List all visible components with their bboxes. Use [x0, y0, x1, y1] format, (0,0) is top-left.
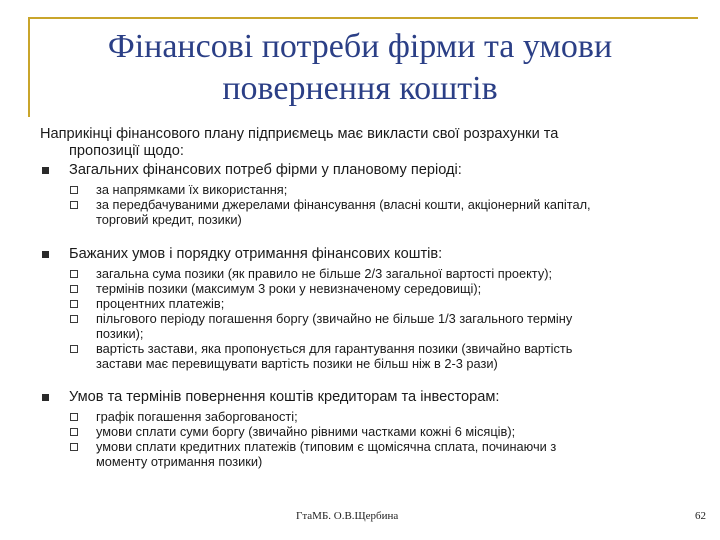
- hollow-square-bullet-icon: [70, 315, 78, 323]
- intro-text: [40, 126, 690, 160]
- square-bullet-icon: [42, 394, 49, 401]
- list-item: графік погашення заборгованості;: [40, 409, 690, 424]
- section-heading: Бажаних умов і порядку отримання фінансових коштів:: [40, 246, 690, 263]
- list-item: вартість застави, яка пропонується для гарантування позики (звичайно вартість застави має перевищувати вартість позики не більш ніж в 2-3 рази): [40, 341, 690, 371]
- footer-author: ГтаМБ. О.В.Щербина: [296, 510, 399, 522]
- list-item: умови сплати суми боргу (звичайно рівними частками кожні 6 місяців);: [40, 424, 690, 439]
- list-item: пільгового періоду погашення боргу (звичайно не більше 1/3 загального терміну позики);: [40, 311, 690, 341]
- section-heading: Загальних фінансових потреб фірми у плановому періоді:: [40, 162, 690, 179]
- list-item: умови сплати кредитних платежів (типовим є щомісячна сплата, починаючи з моменту отримання позики): [40, 439, 690, 469]
- intro-line-2: пропозиції щодо:: [69, 143, 184, 159]
- square-bullet-icon: [42, 251, 49, 258]
- hollow-square-bullet-icon: [70, 413, 78, 421]
- frame-left-rule: [28, 17, 30, 117]
- square-bullet-icon: [42, 167, 49, 174]
- hollow-square-bullet-icon: [70, 428, 78, 436]
- hollow-square-bullet-icon: [70, 300, 78, 308]
- list-item: процентних платежів;: [40, 296, 690, 311]
- hollow-square-bullet-icon: [70, 270, 78, 278]
- slide-body: [40, 126, 690, 469]
- page-number: 62: [695, 510, 706, 522]
- hollow-square-bullet-icon: [70, 186, 78, 194]
- list-item: за напрямками їх використання;: [40, 182, 690, 197]
- hollow-square-bullet-icon: [70, 345, 78, 353]
- hollow-square-bullet-icon: [70, 443, 78, 451]
- slide-title: [40, 26, 680, 110]
- section-heading: Умов та термінів повернення коштів кредиторам та інвесторам:: [40, 389, 690, 406]
- title-line-1: Фінансові потреби фірми та умови: [107, 28, 613, 65]
- list-item: термінів позики (максимум 3 роки у невизначеному середовищі);: [40, 281, 690, 296]
- hollow-square-bullet-icon: [70, 285, 78, 293]
- title-line-2: повернення коштів: [222, 70, 498, 107]
- frame-top-rule: [28, 17, 698, 19]
- list-item: за передбачуваними джерелами фінансування (власні кошти, акціонерний капітал, торговий кредит, позики): [40, 197, 690, 227]
- hollow-square-bullet-icon: [70, 201, 78, 209]
- list-item: загальна сума позики (як правило не більше 2/3 загальної вартості проекту);: [40, 266, 690, 281]
- intro-line-1: Наприкінці фінансового плану підприємець має викласти свої розрахунки та: [40, 126, 559, 142]
